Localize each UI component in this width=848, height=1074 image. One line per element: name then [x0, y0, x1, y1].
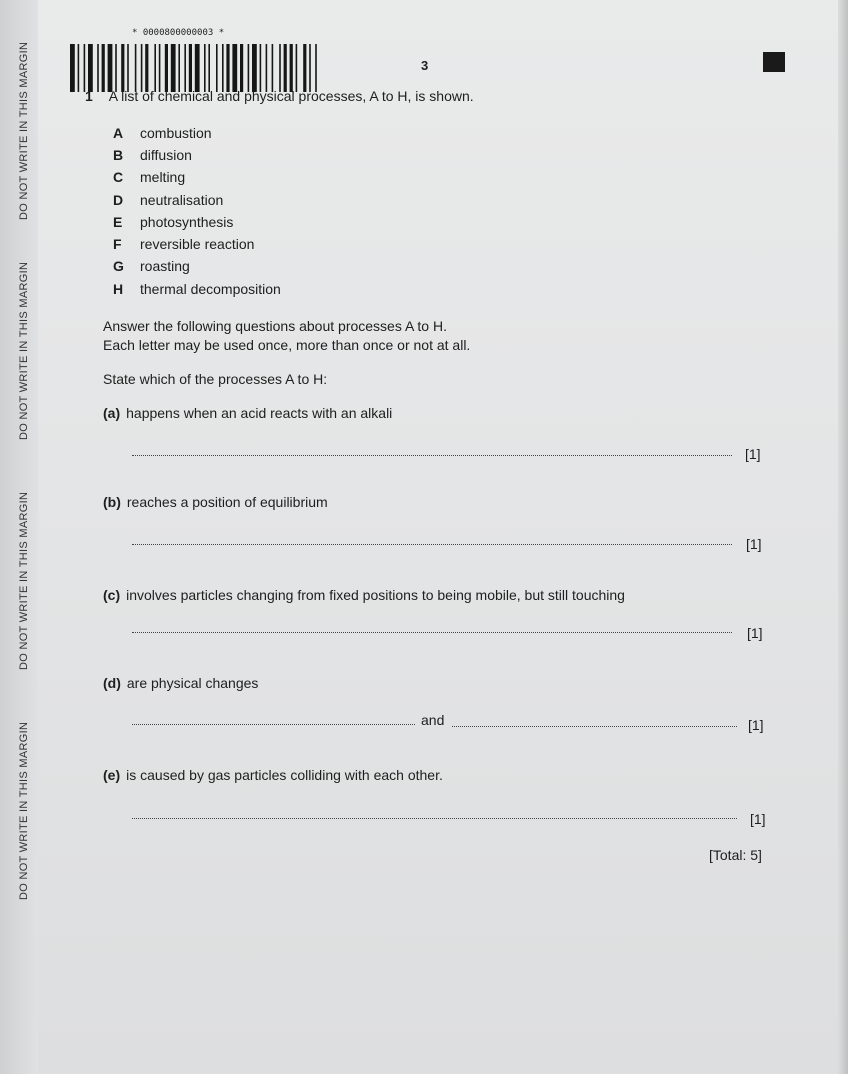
- answer-line-e[interactable]: [132, 818, 737, 819]
- barcode-number: * 0000800000003 *: [132, 28, 225, 38]
- process-letter: H: [113, 281, 124, 297]
- part-text: happens when an acid reacts with an alkali: [126, 405, 393, 421]
- process-name: melting: [140, 169, 186, 185]
- and-word: and: [421, 712, 445, 728]
- process-letter: A: [113, 125, 124, 141]
- mark-allocation: [1]: [750, 811, 766, 827]
- part-label: (b): [103, 494, 121, 510]
- total-marks: [Total: 5]: [709, 847, 762, 863]
- page-edge: [838, 0, 848, 1074]
- part-label: (a): [103, 405, 121, 421]
- process-name: roasting: [140, 258, 190, 274]
- part-label: (c): [103, 587, 121, 603]
- process-name: neutralisation: [140, 192, 224, 208]
- mark-allocation: [1]: [748, 717, 764, 733]
- part-c: [103, 587, 625, 603]
- part-e: [103, 767, 443, 783]
- process-name: diffusion: [140, 147, 192, 163]
- question-line: [85, 88, 474, 104]
- part-b: [103, 494, 328, 510]
- state-prompt: State which of the processes A to H:: [103, 371, 328, 387]
- answer-line-c[interactable]: [132, 632, 732, 633]
- process-name: reversible reaction: [140, 236, 255, 252]
- question-number: 1: [85, 88, 93, 104]
- mark-allocation: [1]: [745, 446, 761, 462]
- answer-line-d1[interactable]: [132, 724, 415, 725]
- instruction-2: Each letter may be used once, more than once or not at all.: [103, 337, 471, 353]
- part-text: is caused by gas particles colliding with each other.: [126, 767, 443, 783]
- part-label: (d): [103, 675, 121, 691]
- part-a: [103, 405, 392, 421]
- process-letter: F: [113, 236, 122, 252]
- part-text: involves particles changing from fixed positions to being mobile, but still touching: [126, 587, 625, 603]
- process-letter: G: [113, 258, 124, 274]
- part-text: are physical changes: [126, 675, 259, 691]
- process-name: photosynthesis: [140, 214, 234, 230]
- mark-allocation: [1]: [747, 625, 763, 641]
- process-name: combustion: [140, 125, 212, 141]
- mark-allocation: [1]: [746, 536, 762, 552]
- instruction-1: Answer the following questions about processes A to H.: [103, 318, 447, 334]
- process-name: thermal decomposition: [140, 281, 281, 297]
- process-letter: C: [113, 169, 124, 185]
- part-label: (e): [103, 767, 121, 783]
- process-letter: D: [113, 192, 124, 208]
- part-text: reaches a position of equilibrium: [126, 494, 328, 510]
- registration-mark: [763, 52, 785, 72]
- margin-notice: DO NOT WRITE IN THIS MARGIN: [18, 721, 30, 900]
- margin-notice: DO NOT WRITE IN THIS MARGIN: [18, 41, 30, 220]
- answer-line-a[interactable]: [132, 455, 732, 456]
- process-letter: E: [113, 214, 123, 230]
- answer-line-d2[interactable]: [452, 726, 737, 727]
- page-number: 3: [421, 58, 429, 73]
- margin-notice: DO NOT WRITE IN THIS MARGIN: [18, 491, 30, 670]
- process-letter: B: [113, 147, 124, 163]
- part-d: [103, 675, 258, 691]
- barcode-image: [70, 44, 354, 92]
- answer-line-b[interactable]: [132, 544, 732, 545]
- margin-notice: DO NOT WRITE IN THIS MARGIN: [18, 261, 30, 440]
- question-intro: A list of chemical and physical processes, A to H, is shown.: [108, 88, 474, 104]
